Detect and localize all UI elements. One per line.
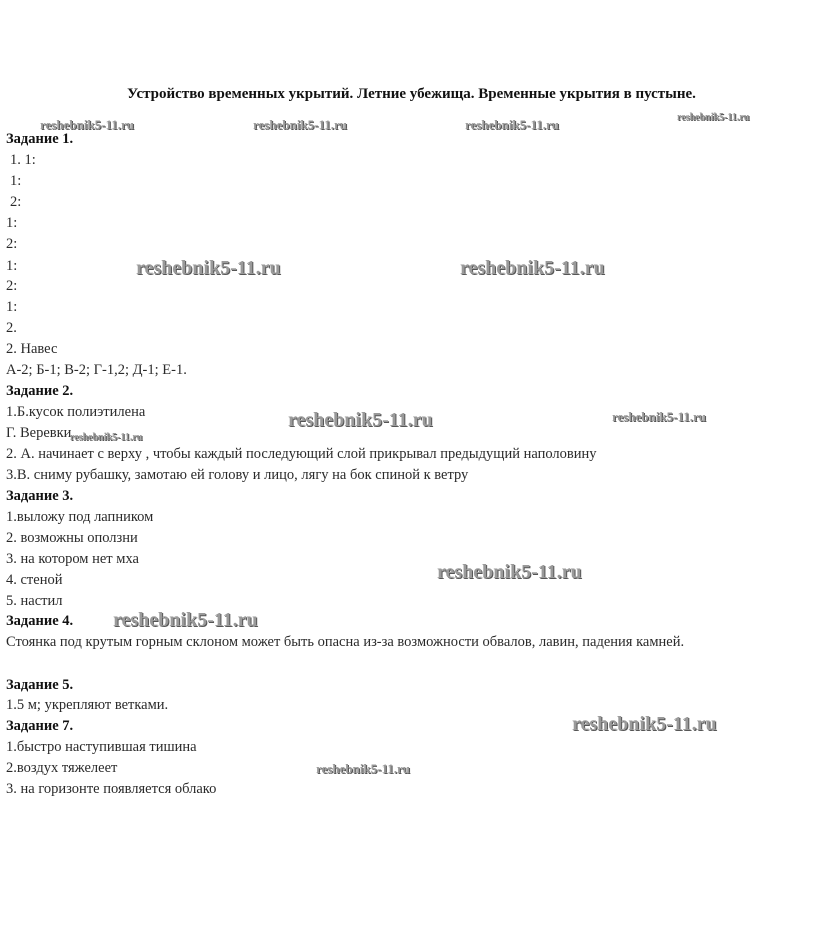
watermark: reshebnik5-11.ru	[437, 561, 582, 583]
watermark: reshebnik5-11.ru	[677, 112, 750, 123]
answer-line: 1.Б.кусок полиэтилена	[6, 404, 146, 420]
task-4-heading: Задание 4.	[6, 613, 74, 629]
answer-line: 1:	[6, 258, 18, 274]
watermark: reshebnik5-11.ru	[136, 257, 281, 279]
answer-line: 1:	[6, 299, 18, 315]
answer-line: 1.выложу под лапником	[6, 509, 154, 525]
watermark: reshebnik5-11.ru	[253, 117, 348, 132]
answer-line: 2. Навес	[6, 341, 58, 357]
watermark: reshebnik5-11.ru	[572, 713, 717, 735]
task-1-heading: Задание 1.	[6, 131, 74, 147]
answer-line: 2.воздух тяжелеет	[6, 760, 118, 776]
answer-line: 2:	[6, 278, 18, 294]
watermark: reshebnik5-11.ru	[460, 257, 605, 279]
answer-line: 1.5 м; укрепляют ветками.	[6, 697, 169, 713]
answer-line: 1:	[6, 215, 18, 231]
answer-line: 1.быстро наступившая тишина	[6, 739, 197, 755]
answer-line: А-2; Б-1; В-2; Г-1,2; Д-1; Е-1.	[6, 362, 187, 378]
task-5-heading: Задание 5.	[6, 677, 74, 693]
answer-line: 1. 1:	[10, 152, 36, 168]
answer-line: 3.В. сниму рубашку, замотаю ей голову и лицо, лягу на бок спиной к ветру	[6, 467, 469, 483]
watermark: reshebnik5-11.ru	[70, 432, 143, 443]
answer-line: 2. возможны оползни	[6, 530, 138, 546]
task-7-heading: Задание 7.	[6, 718, 74, 734]
watermark: reshebnik5-11.ru	[113, 609, 258, 631]
answer-line: 3. на горизонте появляется облако	[6, 781, 217, 797]
task-3-heading: Задание 3.	[6, 488, 74, 504]
page-title: Устройство временных укрытий. Летние убежища. Временные укрытия в пустыне.	[127, 86, 696, 102]
watermark: reshebnik5-11.ru	[316, 761, 411, 776]
answer-line: 3. на котором нет мха	[6, 551, 139, 567]
answer-line: 1:	[10, 173, 22, 189]
answer-line: 2:	[10, 194, 22, 210]
task-2-heading: Задание 2.	[6, 383, 74, 399]
watermark: reshebnik5-11.ru	[288, 409, 433, 431]
answer-paragraph: Стоянка под крутым горным склоном может быть опасна из-за возможности обвалов, лавин, падения камней.	[6, 634, 685, 650]
answer-line: Г. Веревки	[6, 425, 72, 441]
answer-line: 2.	[6, 320, 17, 336]
watermark: reshebnik5-11.ru	[465, 117, 560, 132]
answer-line: 2:	[6, 236, 18, 252]
answer-line: 5. настил	[6, 593, 63, 609]
answer-line: 4. стеной	[6, 572, 63, 588]
watermark: reshebnik5-11.ru	[40, 117, 135, 132]
watermark: reshebnik5-11.ru	[612, 409, 707, 424]
answer-line: 2. А. начинает с верху , чтобы каждый последующий слой прикрывал предыдущий наполовину	[6, 446, 597, 462]
